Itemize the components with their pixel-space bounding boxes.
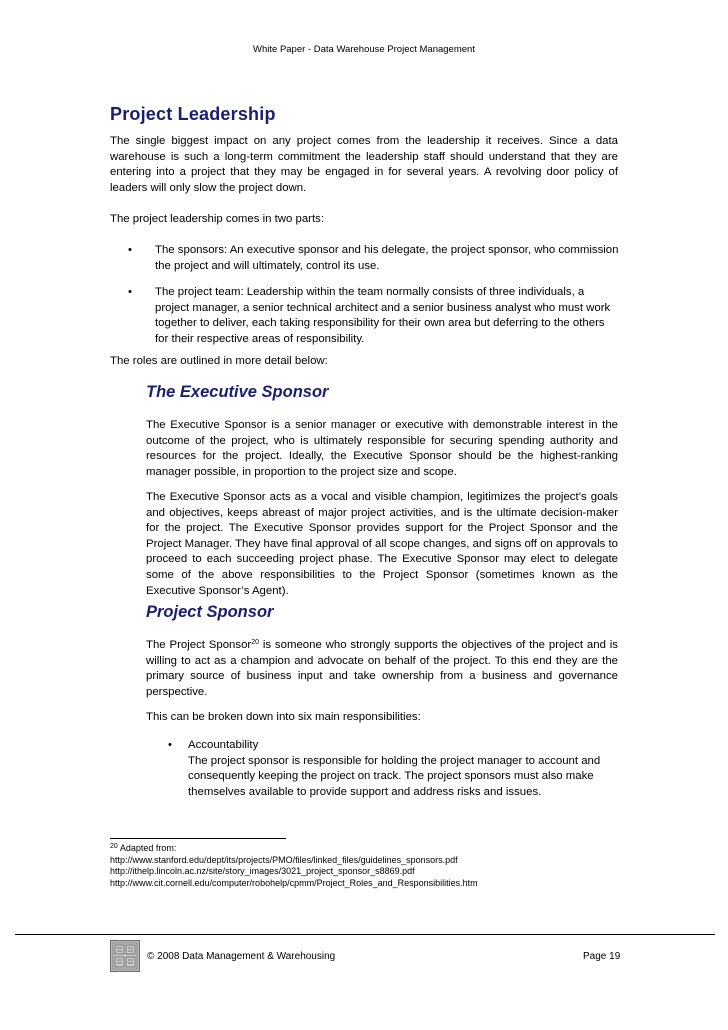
footnote-link[interactable]: http://www.cit.cornell.edu/computer/robohelp/cpmm/Project_Roles_and_Responsibilities.htm [110,877,478,888]
footnote-label: Adapted from: [119,843,177,853]
bullet-icon: • [128,286,132,298]
project-sponsor-text-continued: is someone who strongly supports the objectives of the project and is willing to act as a champion and advocate on behalf of the project. To this end they are the primary source of business input and take ownership from a business and governance perspective. [146,639,618,698]
footnote-divider [110,838,286,839]
section-heading-project-sponsor: Project Sponsor [146,603,274,621]
footer-copyright: © 2008 Data Management & Warehousing [147,951,336,962]
executive-sponsor-paragraph-2: The Executive Sponsor acts as a vocal and visible champion, legitimizes the project’s goals and objectives, keeps abreast of major project activities, and is the ultimate decision-maker for the project. The Executive Sponsor provides support for the Project Sponsor and the Project Manager. They have final approval of all scope changes, and signs off on approvals to proceed to each succeeding project phase. The Executive Sponsor may elect to delegate some of the above responsibilities to the Project Sponsor (sometimes known as the Executive Sponsor’s Agent). [146,491,618,597]
footnote-number: 20 [110,843,118,850]
project-sponsor-paragraph-1 [146,638,618,700]
responsibility-description: The project sponsor is responsible for holding the project manager to account and consequently keeping the project on track. The project sponsors must also make themselves available to provide support and address risks and issues. [188,754,601,798]
leadership-parts-paragraph: The project leadership comes in two parts: [110,213,324,225]
responsibilities-intro-paragraph: This can be broken down into six main responsibilities: [146,711,421,723]
executive-sponsor-paragraph-1: The Executive Sponsor is a senior manager or executive with demonstrable interest in the outcome of the project, who is ultimately responsible for securing spending authority and resources for the project. Ideally, the Executive Sponsor should be the highest-ranking manager possible, in proportion to the project size and scope. [146,419,618,478]
bullet-icon: • [168,739,172,751]
intro-paragraph: The single biggest impact on any project comes from the leadership it receives. Since a data warehouse is such a long-term commitment the leadership staff should understand that they are entering into a project that they may be engaged in for several years. A revolving door policy of leaders will only slow the project down. [110,135,618,194]
company-logo-icon [110,940,140,972]
footnote-link[interactable]: http://ithelp.lincoln.ac.nz/site/story_images/3021_project_sponsor_s8869.pdf [110,866,415,877]
page-title: Project Leadership [110,104,276,124]
footer-divider [15,934,715,935]
bullet-icon: • [128,244,132,256]
section-heading-executive-sponsor: The Executive Sponsor [146,383,329,401]
footnote [110,843,478,889]
page-number: Page 19 [583,951,621,962]
footnote-reference: 20 [251,639,259,646]
list-item-text: The sponsors: An executive sponsor and his delegate, the project sponsor, who commission the project and will ultimately, control its use. [155,244,619,272]
responsibility-title: Accountability [188,739,259,751]
footnote-link[interactable]: http://www.stanford.edu/dept/its/projects/PMO/files/linked_files/guidelines_sponsors.pdf [110,854,458,865]
project-sponsor-text: The Project Sponsor [146,639,252,651]
roles-intro-paragraph: The roles are outlined in more detail below: [110,355,328,367]
running-header: White Paper - Data Warehouse Project Management [253,44,475,55]
list-item-text: The project team: Leadership within the team normally consists of three individuals, a project manager, a senior technical architect and a senior business analyst who must work together to deliver, each taking responsibility for their own area but deferring to the others for their respective areas of responsibility. [155,286,611,345]
